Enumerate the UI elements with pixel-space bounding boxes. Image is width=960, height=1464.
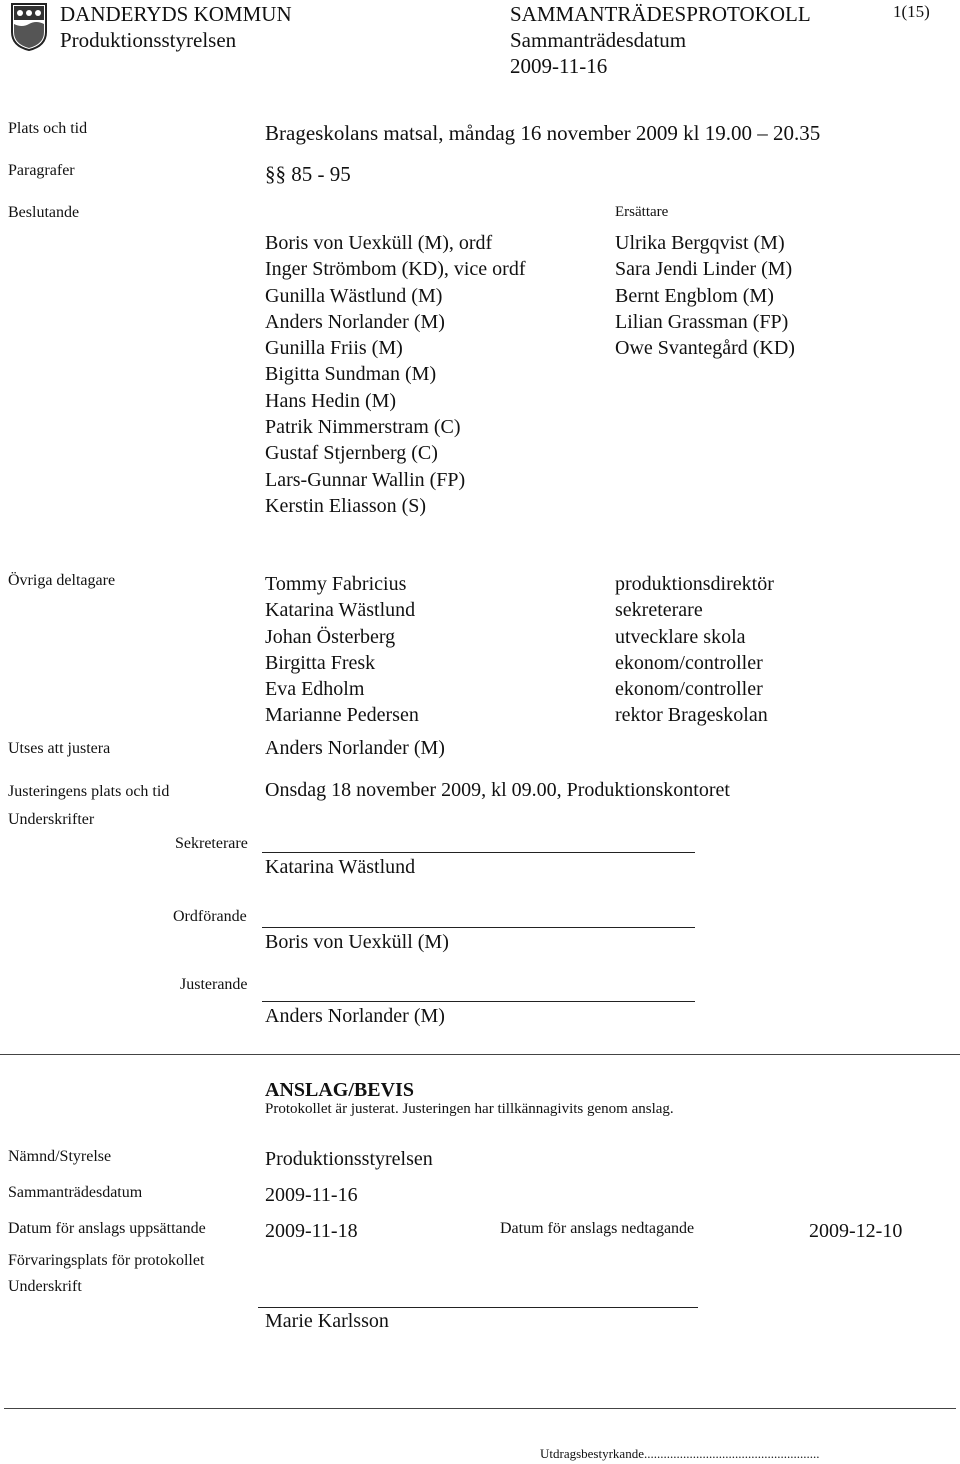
municipality-name: DANDERYDS KOMMUN	[60, 2, 292, 26]
participant-role: sekreterare	[615, 599, 703, 622]
substitutes-label: Ersättare	[615, 204, 669, 220]
participant-role: ekonom/controller	[615, 651, 763, 674]
member-item: Kerstin Eliasson (S)	[265, 494, 427, 517]
place-value: Brageskolans matsal, måndag 16 november 2009 kl 19.00 – 20.35	[265, 121, 821, 145]
adjuster-sign-name: Anders Norlander (M)	[265, 1005, 445, 1027]
section-divider	[0, 1054, 960, 1055]
posted-value: 2009-11-18	[265, 1220, 358, 1242]
notice-signature-line	[258, 1307, 698, 1308]
member-item: Gustaf Stjernberg (C)	[265, 442, 438, 465]
notice-title: ANSLAG/BEVIS	[265, 1079, 414, 1101]
board-label: Nämnd/Styrelse	[8, 1148, 112, 1165]
extract-label-text: Utdragsbestyrkande	[540, 1446, 644, 1461]
member-item: Boris von Uexküll (M), ordf	[265, 232, 493, 254]
page-number: 1(15)	[893, 2, 930, 21]
participant-role: produktionsdirektör	[615, 573, 774, 595]
member-item: Gunilla Friis (M)	[265, 337, 403, 360]
secretary-signature-line	[262, 852, 695, 853]
member-item: Gunilla Wästlund (M)	[265, 284, 443, 307]
removed-value: 2009-12-10	[809, 1220, 903, 1242]
paragraphs-label: Paragrafer	[8, 162, 75, 179]
posted-label: Datum för anslags uppsättande	[8, 1220, 206, 1237]
participant-name: Eva Edholm	[265, 678, 365, 701]
meeting-date-label: Sammanträdesdatum	[510, 28, 687, 52]
footer-divider	[4, 1408, 956, 1409]
secretary-name: Katarina Wästlund	[265, 856, 416, 878]
participant-name: Katarina Wästlund	[265, 599, 416, 622]
document-type: SAMMANTRÄDESPROTOKOLL	[510, 2, 811, 26]
others-label: Övriga deltagare	[8, 572, 116, 589]
place-label: Plats och tid	[8, 120, 88, 137]
paragraphs-value: §§ 85 - 95	[265, 162, 351, 186]
participant-name: Marianne Pedersen	[265, 704, 419, 727]
adjuster-value: Anders Norlander (M)	[265, 737, 445, 759]
chair-name: Boris von Uexküll (M)	[265, 931, 449, 953]
chair-signature-line	[262, 927, 695, 928]
substitute-item: Bernt Engblom (M)	[615, 284, 774, 307]
member-item: Bigitta Sundman (M)	[265, 363, 437, 386]
notice-meeting-date-label: Sammanträdesdatum	[8, 1184, 143, 1201]
participant-name: Tommy Fabricius	[265, 573, 407, 595]
chair-label: Ordförande	[173, 908, 247, 925]
substitute-item: Owe Svantegård (KD)	[615, 337, 795, 360]
participant-role: utvecklare skola	[615, 625, 746, 648]
participant-role: ekonom/controller	[615, 678, 763, 701]
adjust-place-value: Onsdag 18 november 2009, kl 09.00, Produktionskontoret	[265, 779, 730, 801]
others-roles	[615, 571, 774, 729]
coat-of-arms-icon	[10, 2, 48, 52]
notice-subtitle: Protokollet är justerat. Justeringen har tillkännagivits genom anslag.	[265, 1101, 674, 1117]
meeting-date: 2009-11-16	[510, 54, 608, 78]
decision-members	[265, 230, 526, 519]
notice-signature-name: Marie Karlsson	[265, 1310, 389, 1332]
board-value: Produktionsstyrelsen	[265, 1148, 433, 1170]
substitute-item: Lilian Grassman (FP)	[615, 310, 789, 333]
adjuster-label: Utses att justera	[8, 740, 111, 757]
committee-name: Produktionsstyrelsen	[60, 28, 237, 52]
others-names	[265, 571, 419, 729]
member-item: Patrik Nimmerstram (C)	[265, 416, 461, 439]
substitutes-list	[615, 230, 795, 361]
substitute-item: Ulrika Bergqvist (M)	[615, 232, 785, 254]
member-item: Inger Strömbom (KD), vice ordf	[265, 258, 526, 281]
adjuster-signature-line	[262, 1001, 695, 1002]
notice-signature-label: Underskrift	[8, 1278, 82, 1295]
removed-label: Datum för anslags nedtagande	[500, 1220, 695, 1237]
participant-name: Birgitta Fresk	[265, 651, 376, 674]
participant-role: rektor Brageskolan	[615, 704, 768, 727]
notice-meeting-date-value: 2009-11-16	[265, 1184, 358, 1206]
secretary-label: Sekreterare	[175, 835, 248, 852]
member-item: Hans Hedin (M)	[265, 389, 397, 412]
substitute-item: Sara Jendi Linder (M)	[615, 258, 793, 281]
member-item: Anders Norlander (M)	[265, 310, 445, 333]
participant-name: Johan Österberg	[265, 625, 396, 648]
storage-label: Förvaringsplats för protokollet	[8, 1252, 205, 1269]
decision-label: Beslutande	[8, 204, 80, 221]
adjuster-sign-label: Justerande	[180, 976, 248, 993]
extract-label	[540, 1446, 819, 1462]
extract-dots: ......................................................	[643, 1446, 820, 1461]
member-item: Lars-Gunnar Wallin (FP)	[265, 468, 466, 491]
municipality-logo	[10, 2, 48, 52]
signatures-label: Underskrifter	[8, 811, 95, 828]
adjust-place-label: Justeringens plats och tid	[8, 783, 170, 800]
